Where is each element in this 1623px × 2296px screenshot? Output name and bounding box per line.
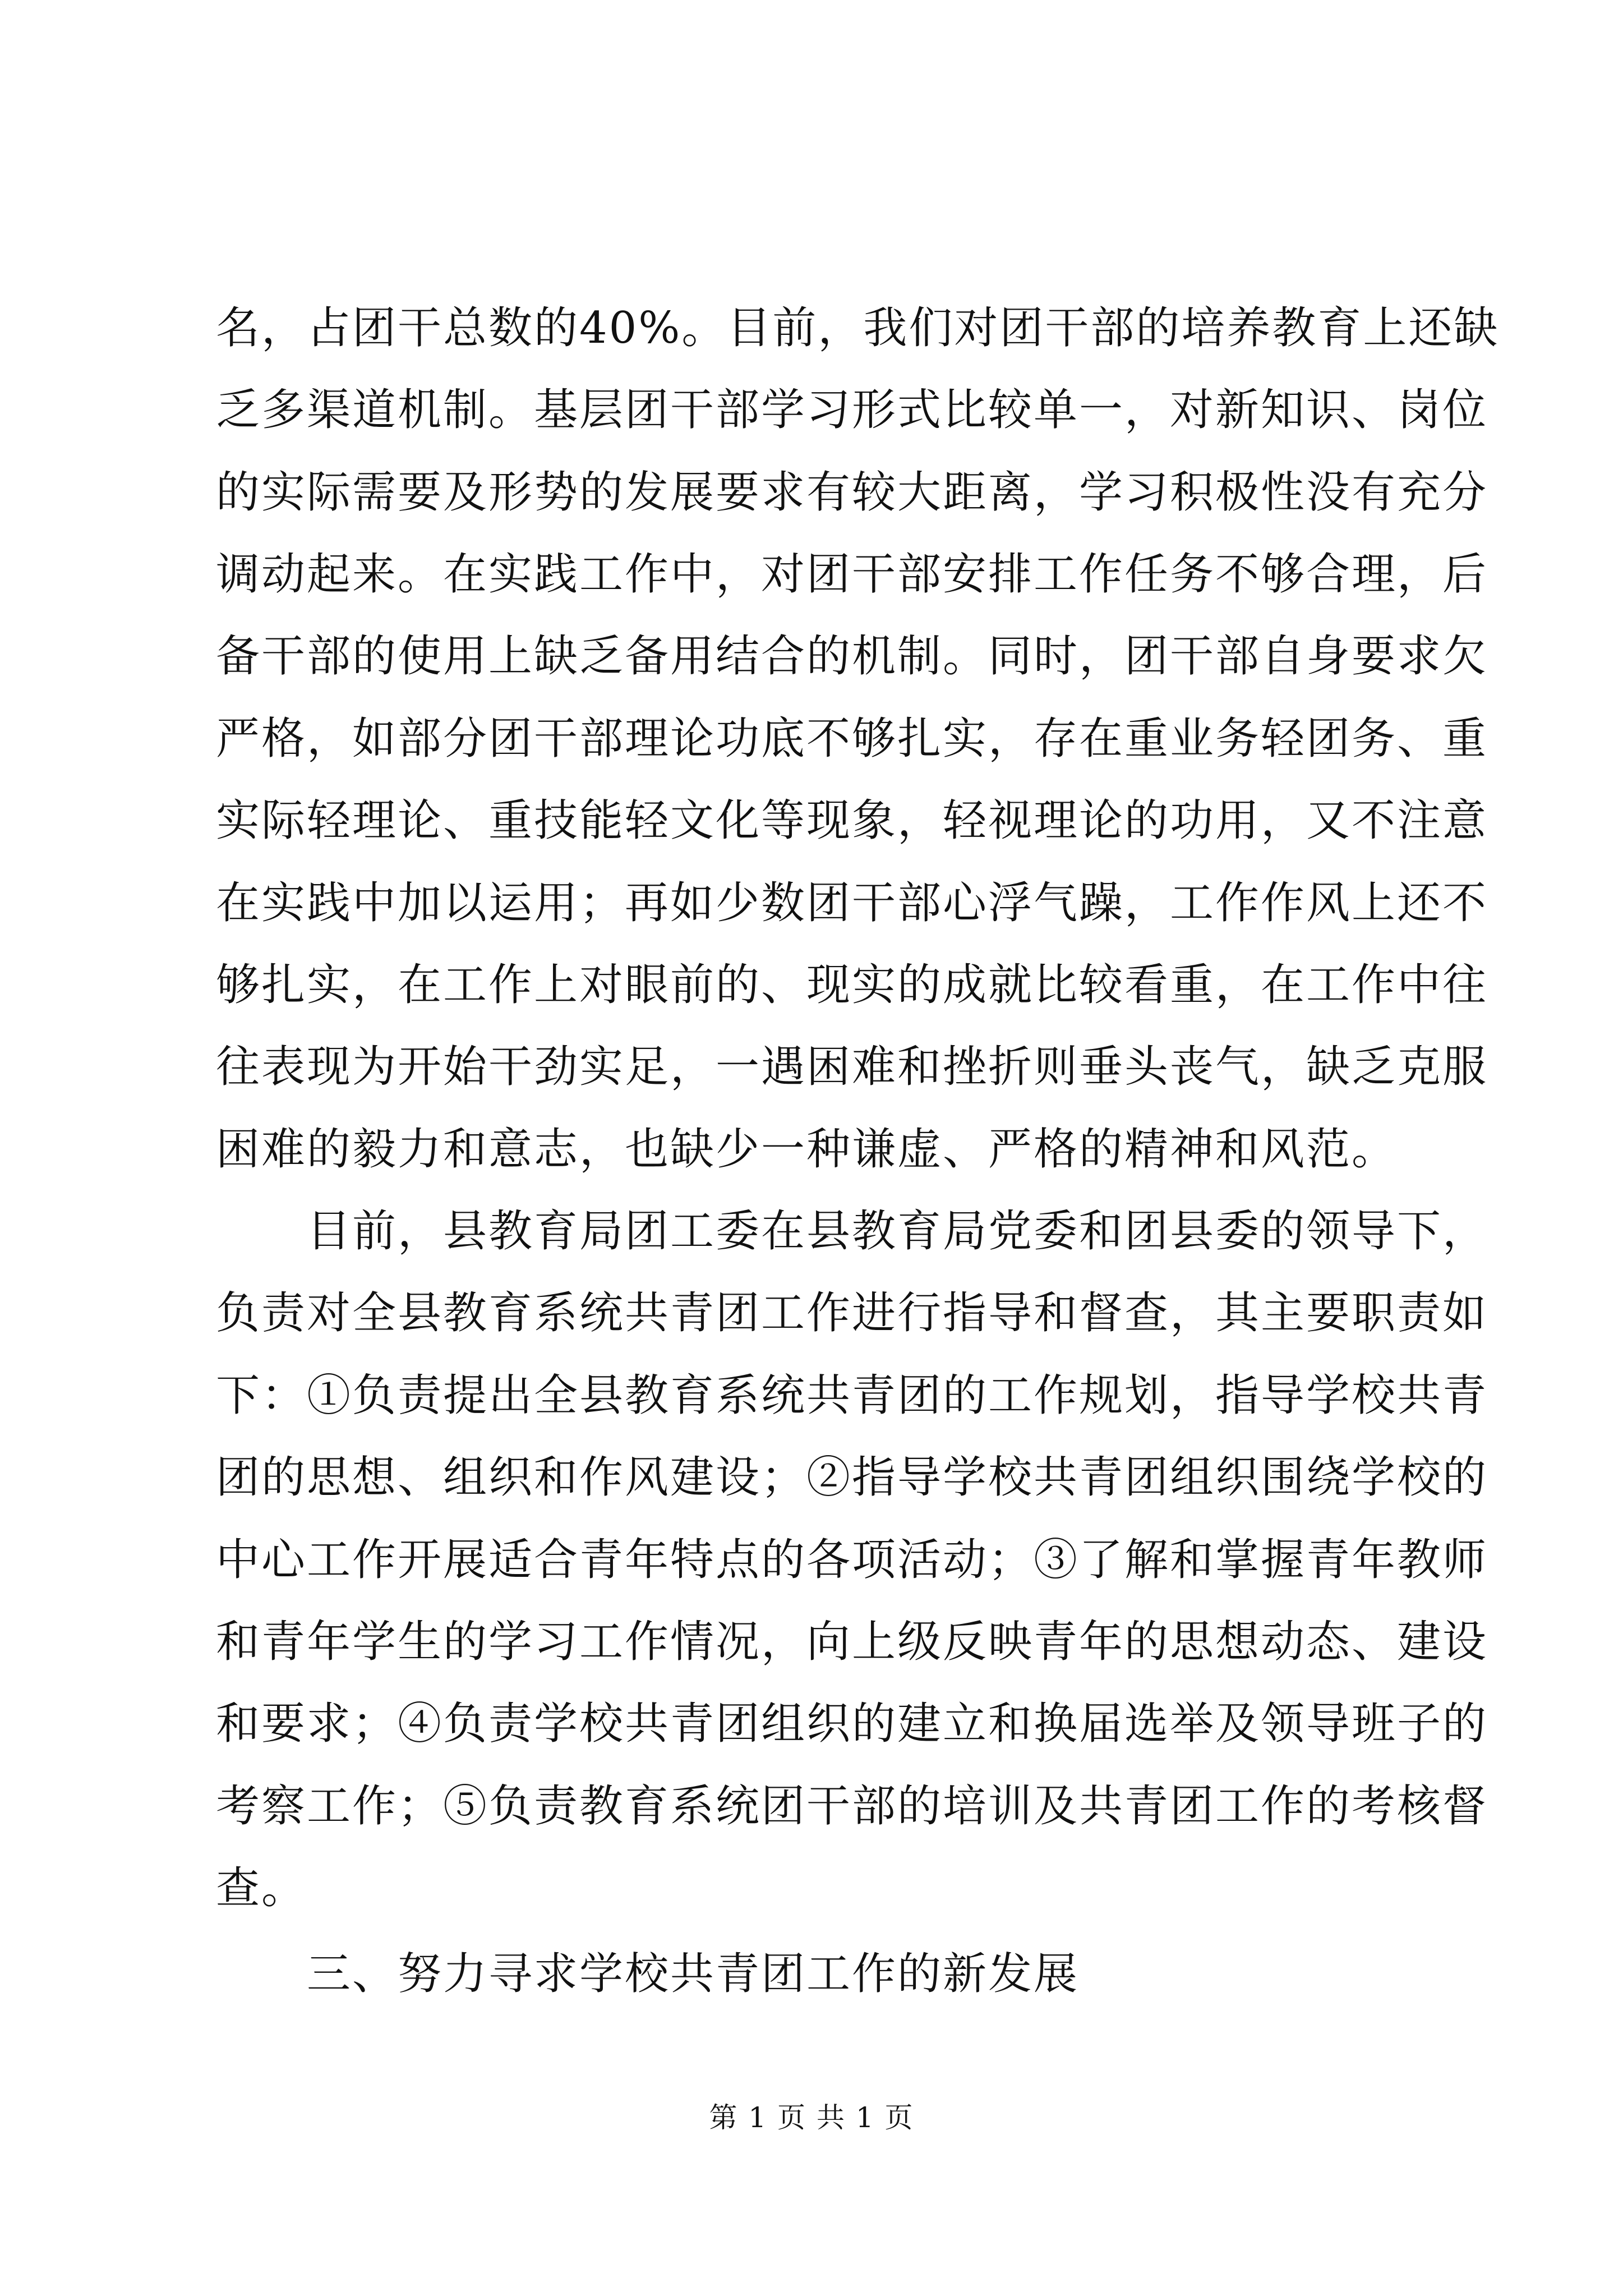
body-text-line: 的实际需要及形势的发展要求有较大距离，学习积极性没有充分 — [216, 467, 1488, 518]
paragraph-start-line: 目前，县教育局团工委在县教育局党委和团县委的领导下， — [216, 1206, 1488, 1257]
body-text-line: 够扎实，在工作上对眼前的、现实的成就比较看重，在工作中往 — [216, 960, 1488, 1010]
body-text-line: 实际轻理论、重技能轻文化等现象，轻视理论的功用，又不注意 — [216, 795, 1488, 846]
section-heading: 三、努力寻求学校共青团工作的新发展 — [216, 1949, 1080, 1999]
body-text-line: 和要求；④负责学校共青团组织的建立和换届选举及领导班子的 — [216, 1699, 1488, 1749]
body-text-line: 调动起来。在实践工作中，对团干部安排工作任务不够合理，后 — [216, 549, 1488, 600]
body-text-line: 困难的毅力和意志，也缺少一种谦虚、严格的精神和风范。 — [216, 1124, 1398, 1175]
page-footer: 第 1 页 共 1 页 — [709, 2101, 914, 2134]
body-text-line: 负责对全县教育系统共青团工作进行指导和督查，其主要职责如 — [216, 1288, 1488, 1338]
body-text-line: 严格，如部分团干部理论功底不够扎实，存在重业务轻团务、重 — [216, 714, 1488, 764]
body-text-line: 名，占团干总数的40%。目前，我们对团干部的培养教育上还缺 — [216, 303, 1500, 353]
body-text-line: 下：①负责提出全县教育系统共青团的工作规划，指导学校共青 — [216, 1370, 1488, 1421]
body-text-line: 备干部的使用上缺乏备用结合的机制。同时，团干部自身要求欠 — [216, 631, 1488, 682]
body-text-line: 和青年学生的学习工作情况，向上级反映青年的思想动态、建设 — [216, 1617, 1488, 1667]
body-text-line: 在实践中加以运用；再如少数团干部心浮气躁，工作作风上还不 — [216, 878, 1488, 928]
body-text-line: 中心工作开展适合青年特点的各项活动；③了解和掌握青年教师 — [216, 1535, 1488, 1585]
body-text-line: 查。 — [216, 1863, 307, 1913]
body-text-line: 乏多渠道机制。基层团干部学习形式比较单一，对新知识、岗位 — [216, 385, 1488, 435]
body-text-line: 考察工作；⑤负责教育系统团干部的培训及共青团工作的考核督 — [216, 1781, 1488, 1832]
body-text-line: 往表现为开始干劲实足，一遇困难和挫折则垂头丧气，缺乏克服 — [216, 1042, 1488, 1092]
body-text-line: 团的思想、组织和作风建设；②指导学校共青团组织围绕学校的 — [216, 1452, 1488, 1503]
